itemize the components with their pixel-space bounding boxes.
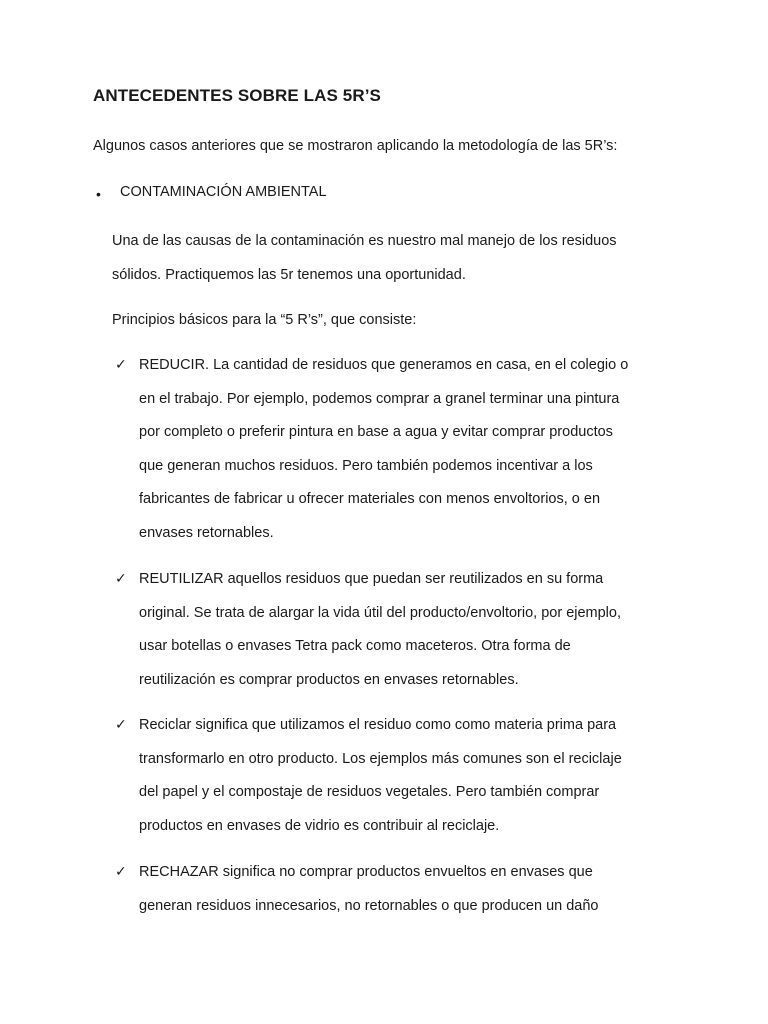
paragraph-line: sólidos. Practiquemos las 5r tenemos una oportunidad. [112, 266, 466, 283]
item-line: productos en envases de vidrio es contribuir al reciclaje. [139, 817, 500, 834]
checkmark-icon: ✓ [115, 357, 127, 373]
item-line: en el trabajo. Por ejemplo, podemos comprar a granel terminar una pintura [139, 390, 620, 407]
item-line: Reciclar significa que utilizamos el residuo como como materia prima para [139, 717, 617, 733]
intro-text: Algunos casos anteriores que se mostraron aplicando la metodología de las 5R’s: [93, 138, 618, 154]
checkmark-icon: ✓ [115, 571, 127, 587]
checkmark-icon: ✓ [115, 717, 127, 733]
checkmark-icon: ✓ [115, 864, 127, 880]
paragraph-line: Una de las causas de la contaminación es nuestro mal manejo de los residuos [112, 233, 617, 249]
item-line: por completo o preferir pintura en base a agua y evitar comprar productos [139, 424, 613, 440]
bullet-icon: • [96, 186, 101, 202]
item-line: del papel y el compostaje de residuos vegetales. Pero también comprar [139, 784, 600, 800]
item-line: usar botellas o envases Tetra pack como maceteros. Otra forma de [139, 638, 571, 654]
paragraph-line: Principios básicos para la “5 R’s”, que consiste: [112, 312, 417, 328]
item-line: original. Se trata de alargar la vida útil del producto/envoltorio, por ejemplo, [139, 604, 621, 621]
item-line: REUTILIZAR aquellos residuos que puedan ser reutilizados en su forma [139, 571, 604, 587]
page-title: ANTECEDENTES SOBRE LAS 5R’S [93, 86, 381, 105]
item-line: RECHAZAR significa no comprar productos envueltos en envases que [139, 864, 593, 880]
item-line: transformarlo en otro producto. Los ejemplos más comunes son el reciclaje [139, 750, 622, 767]
paragraph-principles [112, 304, 672, 338]
item-line: generan residuos innecesarios, no retornables o que producen un daño [139, 897, 599, 914]
item-line: que generan muchos residuos. Pero también podemos incentivar a los [139, 457, 593, 474]
bullet-heading: CONTAMINACIÓN AMBIENTAL [120, 184, 327, 200]
item-line: envases retornables. [139, 524, 274, 541]
item-line: reutilización es comprar productos en envases retornables. [139, 671, 519, 688]
item-line: REDUCIR. La cantidad de residuos que generamos en casa, en el colegio o [139, 357, 629, 373]
paragraph-causes [112, 225, 672, 292]
item-line: fabricantes de fabricar u ofrecer materiales con menos envoltorios, o en [139, 491, 601, 507]
